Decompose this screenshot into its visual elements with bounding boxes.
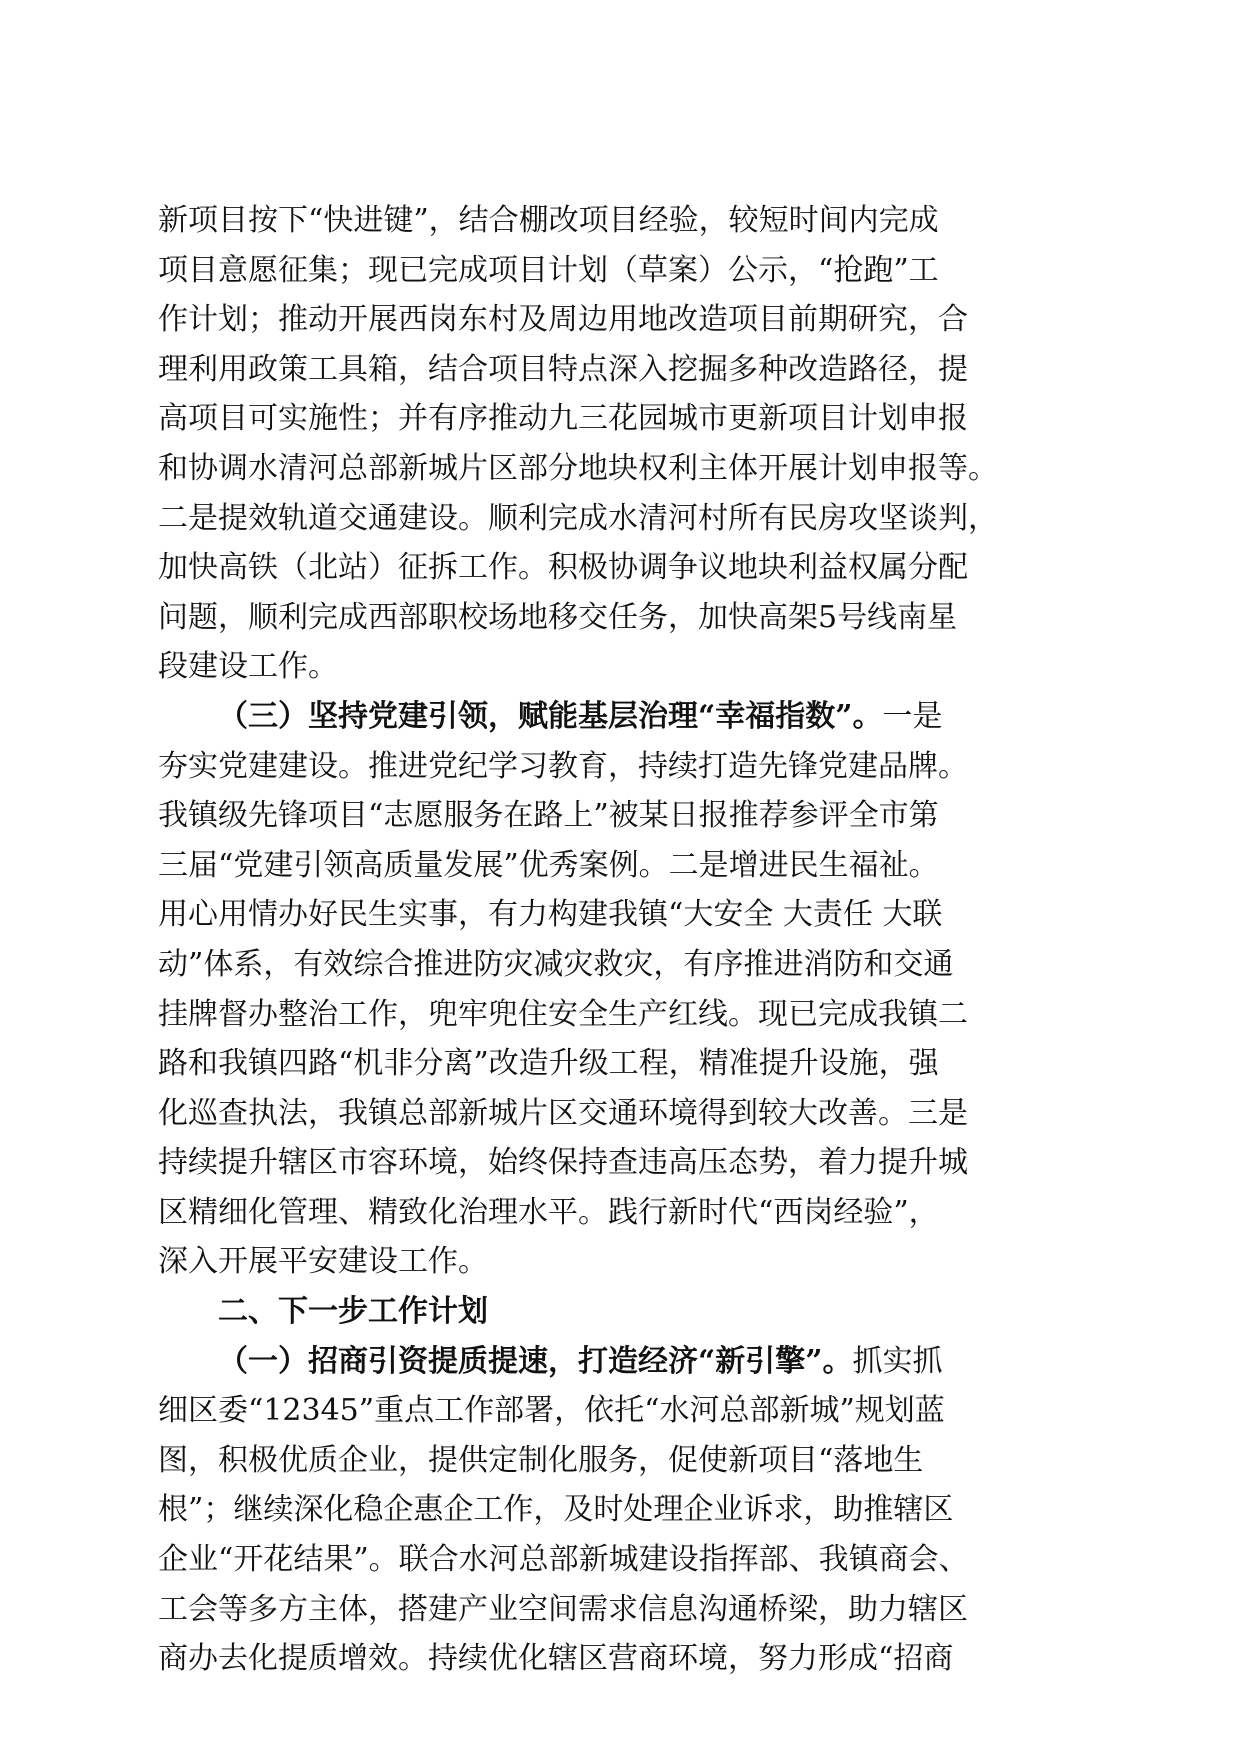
text-line: 段建设工作。: [158, 649, 338, 685]
text-line: 问题，顺利完成西部职校场地移交任务，加快高架5号线南星: [158, 599, 958, 635]
text-fragment: 一是: [882, 698, 943, 734]
text-line: 夯实党建建设。推进党纪学习教育，持续打造先锋党建品牌。: [158, 748, 968, 784]
text-line: 图，积极优质企业，提供定制化服务，促使新项目“落地生: [158, 1442, 924, 1478]
text-line: 企业“开花结果”。联合水河总部新城建设指挥部、我镇商会、: [158, 1542, 969, 1578]
text-line: 商办去化提质增效。持续优化辖区营商环境，努力形成“招商: [158, 1641, 954, 1677]
text-line-first: [158, 692, 1082, 742]
text-line: 根”；继续深化稳企惠企工作，及时处理企业诉求，助推辖区: [158, 1492, 954, 1528]
text-line: 三届“党建引领高质量发展”优秀案例。二是增进民生福祉。: [158, 847, 939, 883]
text-line: 深入开展平安建设工作。: [158, 1244, 488, 1280]
text-line: 用心用情办好民生实事，有力构建我镇“大安全 大责任 大联: [158, 897, 943, 933]
text-line: 理利用政策工具箱，结合项目特点深入挖掘多种改造路径，提: [158, 351, 968, 387]
text-line: 持续提升辖区市容环境，始终保持查违高压态势，着力提升城: [158, 1145, 968, 1181]
text-line: 细区委“12345”重点工作部署，依托“水河总部新城”规划蓝: [158, 1393, 945, 1429]
text-line: 加快高铁（北站）征拆工作。积极协调争议地块利益权属分配: [158, 550, 968, 586]
text-fragment: 抓实抓: [852, 1343, 943, 1379]
paragraph-party-building: [158, 692, 1082, 1287]
text-line: 路和我镇四路“机非分离”改造升级工程，精准提升设施，强: [158, 1046, 939, 1082]
section-lead: （一）招商引资提质提速，打造经济“新引擎”。: [218, 1343, 853, 1379]
text-line: 挂牌督办整治工作，兜牢兜住安全生产红线。现已完成我镇二: [158, 996, 968, 1032]
text-line: 化巡查执法，我镇总部新城片区交通环境得到较大改善。三是: [158, 1095, 968, 1131]
document-body: [158, 196, 1082, 1684]
text-line: 工会等多方主体，搭建产业空间需求信息沟通桥梁，助力辖区: [158, 1591, 968, 1627]
text-line: 新项目按下“快进键”，结合棚改项目经验，较短时间内完成: [158, 203, 939, 238]
text-line: 二是提效轨道交通建设。顺利完成水清河村所有民房攻坚谈判，: [158, 500, 998, 536]
text-line: 和协调水清河总部新城片区部分地块权利主体开展计划申报等。: [158, 450, 998, 486]
text-line: 动”体系，有效综合推进防灾减灾救灾，有序推进消防和交通: [158, 946, 954, 982]
text-line: 作计划；推动开展西岗东村及周边用地改造项目前期研究，合: [158, 302, 968, 338]
paragraph-investment: [158, 1337, 1082, 1684]
paragraph-project-progress: [158, 196, 1082, 692]
text-line: 项目意愿征集；现已完成项目计划（草案）公示，“抢跑”工: [158, 252, 939, 288]
text-line: 区精细化管理、精致化治理水平。践行新时代“西岗经验”，: [158, 1194, 939, 1230]
section-lead: （三）坚持党建引领，赋能基层治理“幸福指数”。: [218, 698, 883, 734]
section-heading: 二、下一步工作计划: [218, 1294, 488, 1330]
text-line: 我镇级先锋项目“志愿服务在路上”被某日报推荐参评全市第: [158, 798, 939, 834]
text-line: 高项目可实施性；并有序推动九三花园城市更新项目计划申报: [158, 401, 968, 437]
text-line-first: [158, 1337, 1082, 1387]
